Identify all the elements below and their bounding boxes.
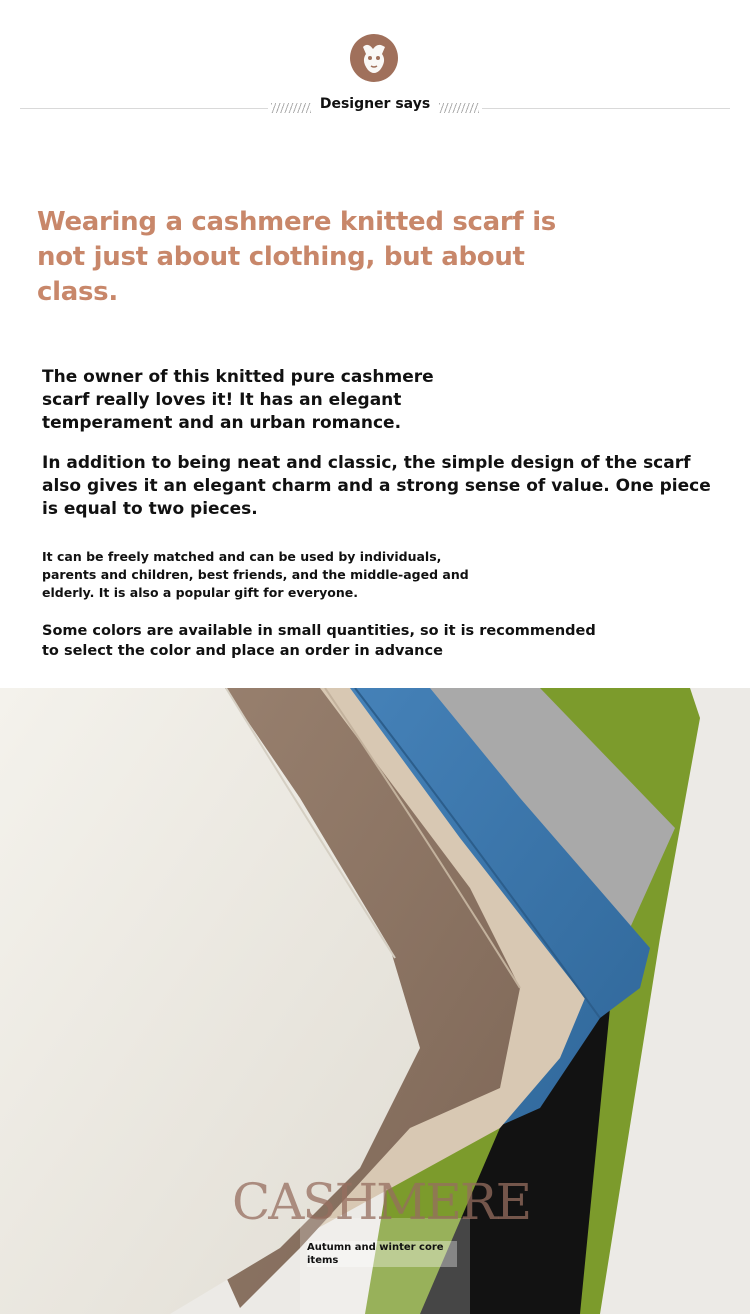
scarf-photo <box>0 688 750 1314</box>
goat-head-logo-icon <box>349 33 399 83</box>
photo-caption: Autumn and winter core items <box>307 1241 457 1267</box>
paragraph-design: In addition to being neat and classic, the simple design of the scarf also gives it an elegant charm and a strong sense of value. One piece is equal to two pieces. <box>42 453 711 519</box>
headline: Wearing a cashmere knitted scarf is not just about clothing, but about class. <box>37 207 556 307</box>
header <box>0 0 750 130</box>
section-title: Designer says <box>319 96 431 112</box>
divider-left <box>20 108 268 109</box>
paragraph-matching: It can be freely matched and can be used by individuals, parents and children, best friends, and the middle-aged and elderly. It is also a popular gift for everyone. <box>42 549 469 600</box>
brand-wordmark: CASHMERE <box>232 1173 531 1231</box>
hatch-ornament-right <box>439 103 479 113</box>
paragraph-owner: The owner of this knitted pure cashmere scarf really loves it! It has an elegant temperament and an urban romance. <box>42 367 434 433</box>
paragraph-stock-notice: Some colors are available in small quantities, so it is recommended to select the color and place an order in advance <box>42 623 596 659</box>
divider-right <box>482 108 730 109</box>
